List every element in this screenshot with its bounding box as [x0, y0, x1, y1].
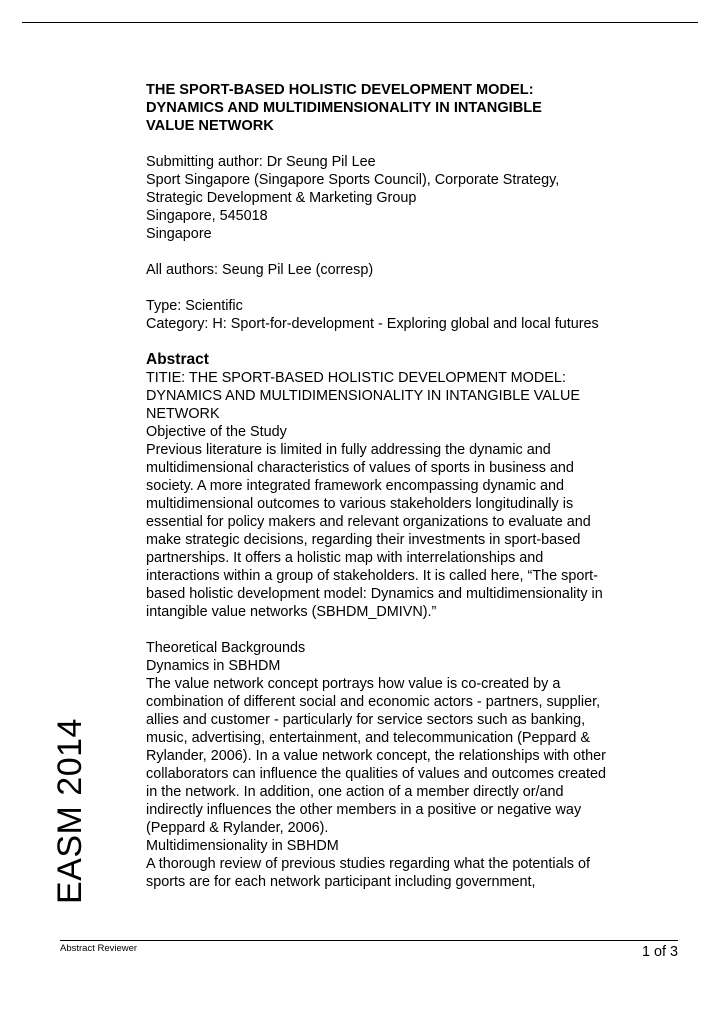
affiliation-line: Strategic Development & Marketing Group [146, 190, 417, 206]
abstract-title [146, 369, 676, 423]
paragraph-line: in the network. In addition, one action of a member directly or/and [146, 784, 564, 800]
title-line: VALUE NETWORK [146, 118, 274, 134]
background-section [146, 639, 676, 891]
category-line: Category: H: Sport-for-development - Exploring global and local futures [146, 316, 599, 332]
all-authors [146, 261, 676, 279]
paragraph-line: allies and customer - particularly for service sectors such as banking, [146, 712, 586, 728]
paragraph-line: combination of different social and economic actors - partners, supplier, [146, 694, 601, 710]
submitting-author: Submitting author: Dr Seung Pil Lee [146, 154, 376, 170]
affiliation-line: Singapore, 545018 [146, 208, 268, 224]
author-block [146, 153, 676, 243]
paragraph-line: The value network concept portrays how value is co-created by a [146, 676, 561, 692]
abstract-heading: Abstract [146, 351, 209, 368]
document-title [146, 81, 676, 135]
top-rule [22, 22, 698, 23]
type-line: Type: Scientific [146, 298, 243, 314]
paragraph-line: indirectly influences the other members in a positive or negative way [146, 802, 582, 818]
page-number: 1 of 3 [641, 944, 678, 960]
multidim-heading: Multidimensionality in SBHDM [146, 838, 339, 854]
paragraph-line: interactions within a group of stakeholders. It is called here, “The sport- [146, 568, 598, 584]
paragraph-line: multidimensional characteristics of values of sports in business and [146, 460, 574, 476]
footer-reviewer-label: Abstract Reviewer [60, 943, 138, 954]
affiliation-line: Singapore [146, 226, 212, 242]
abstract-title-line: TITIE: THE SPORT-BASED HOLISTIC DEVELOPMENT MODEL: [146, 370, 566, 386]
title-line: THE SPORT-BASED HOLISTIC DEVELOPMENT MODEL: [146, 82, 534, 98]
objective-section [146, 423, 676, 621]
dynamics-heading: Dynamics in SBHDM [146, 658, 281, 674]
abstract-title-line: DYNAMICS AND MULTIDIMENSIONALITY IN INTANGIBLE VALUE [146, 388, 580, 404]
title-line: DYNAMICS AND MULTIDIMENSIONALITY IN INTANGIBLE [146, 100, 542, 116]
paragraph-line: partnerships. It offers a holistic map with interrelationships and [146, 550, 544, 566]
paragraph-line: Previous literature is limited in fully addressing the dynamic and [146, 442, 551, 458]
paragraph-line: multidimensional outcomes to various stakeholders longitudinally is [146, 496, 574, 512]
all-authors-text: All authors: Seung Pil Lee (corresp) [146, 262, 374, 278]
paragraph-line: Rylander, 2006). In a value network concept, the relationships with other [146, 748, 606, 764]
meta-block [146, 297, 676, 333]
paragraph-line: make strategic decisions, regarding their investments in sport-based [146, 532, 581, 548]
paragraph-line: based holistic development model: Dynamics and multidimensionality in [146, 586, 603, 602]
document-body [146, 81, 676, 891]
abstract-title-line: NETWORK [146, 406, 220, 422]
paragraph-line: (Peppard & Rylander, 2006). [146, 820, 329, 836]
paragraph-line: A thorough review of previous studies regarding what the potentials of [146, 856, 590, 872]
paragraph-line: collaborators can influence the qualities of values and outcomes created [146, 766, 606, 782]
paragraph-line: society. A more integrated framework encompassing dynamic and [146, 478, 565, 494]
objective-heading: Objective of the Study [146, 424, 287, 440]
paragraph-line: music, advertising, entertainment, and telecommunication (Peppard & [146, 730, 590, 746]
footer-rule [60, 940, 678, 941]
side-stamp: EASM 2014 [51, 718, 89, 904]
paragraph-line: essential for policy makers and relevant organizations to evaluate and [146, 514, 591, 530]
affiliation-line: Sport Singapore (Singapore Sports Council), Corporate Strategy, [146, 172, 560, 188]
paragraph-line: intangible value networks (SBHDM_DMIVN).” [146, 604, 437, 620]
paragraph-line: sports are for each network participant including government, [146, 874, 536, 890]
background-heading: Theoretical Backgrounds [146, 640, 306, 656]
